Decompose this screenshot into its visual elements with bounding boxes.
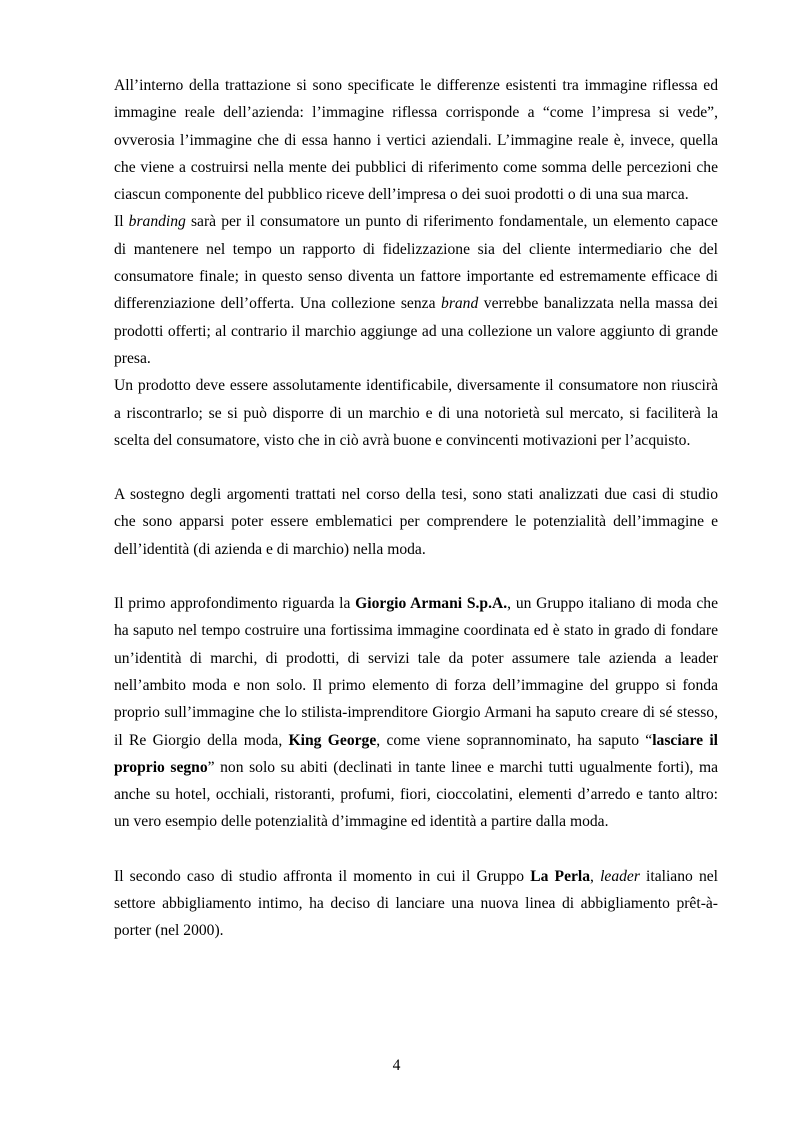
emphasis-bold: King George: [288, 731, 377, 749]
text-run: Il: [114, 213, 129, 231]
text-run: All’interno della trattazione si sono specificate le differenze esistenti tra immagine riflessa ed immagine reale dell’azienda: l’immagine riflessa corrisponde a “come l’impresa si vede”, ovverosia l’immagine che di essa hanno i vertici aziendali. L’immagine reale è, invece, quella che viene a costruirsi nella mente dei pubblici di riferimento come somma delle percezioni che ciascun componente del pubblico riceve dell’impresa o dei suoi prodotti o di una sua marca.: [114, 77, 718, 204]
paragraph-product-identifiable: [114, 372, 718, 454]
text-run: , come viene soprannominato, ha saputo “: [376, 731, 653, 749]
text-run: verrebbe banalizzata nella massa dei prodotti offerti; al contrario il marchio aggiunge ad una collezione un valore aggiunto di grande presa.: [114, 295, 718, 367]
page-number: 4: [392, 1057, 401, 1074]
text-run: ,: [590, 867, 601, 885]
emphasis-bold: La Perla: [530, 867, 591, 885]
emphasis-bold: Giorgio Armani S.p.A.: [355, 595, 508, 613]
body-text: [114, 72, 718, 945]
paragraph-giorgio-armani: [114, 590, 718, 836]
text-run: , un Gruppo italiano di moda che ha saputo nel tempo costruire una fortissima immagine coordinata ed è stato in grado di fondare un’identità di marchi, di prodotti, di servizi tale da poter assumere tale azienda a leader nell’ambito moda e non solo. Il primo elemento di forza dell’immagine del gruppo si fonda proprio sull’immagine che lo stilista-imprenditore Giorgio Armani ha saputo creare di sé stesso, il Re Giorgio della moda,: [114, 595, 718, 749]
paragraph-branding: [114, 208, 718, 372]
emphasis-italic: brand: [441, 295, 479, 313]
emphasis-italic: branding: [128, 213, 186, 231]
paragraph-case-studies-intro: [114, 481, 718, 563]
emphasis-bold: lasciare il proprio segno: [114, 731, 718, 776]
paragraph-la-perla: [114, 863, 718, 945]
text-run: Il primo approfondimento riguarda la: [114, 595, 356, 613]
emphasis-italic: leader: [600, 867, 640, 885]
text-run: Il secondo caso di studio affronta il momento in cui il Gruppo: [114, 867, 531, 885]
text-run: ” non solo su abiti (declinati in tante linee e marchi tutti ugualmente forti), ma anche su hotel, occhiali, ristoranti, profumi, fiori, cioccolatini, elementi d’arredo e tanto altro: un vero esempio delle potenzialità d’immagine ed identità a partire dalla moda.: [114, 758, 718, 831]
paragraph-image-reflected-real: [114, 72, 718, 208]
text-run: sarà per il consumatore un punto di riferimento fondamentale, un elemento capace di mantenere nel tempo un rapporto di fidelizzazione sia del cliente intermediario che del consumatore finale; in questo senso diventa un fattore importante ed estremamente efficace di differenziazione dell’offerta. Una collezione senza: [114, 213, 718, 313]
text-run: A sostegno degli argomenti trattati nel corso della tesi, sono stati analizzati due casi di studio che sono apparsi poter essere emblematici per comprendere le potenzialità dell’immagine e dell’identità (di azienda e di marchio) nella moda.: [114, 486, 718, 558]
text-run: Un prodotto deve essere assolutamente identificabile, diversamente il consumatore non riuscirà a riscontrarlo; se si può disporre di un marchio e di una notorietà sul mercato, si faciliterà la scelta del consumatore, visto che in ciò avrà buone e convincenti motivazioni per l’acquisto.: [114, 377, 718, 449]
text-run: italiano nel settore abbigliamento intimo, ha deciso di lanciare una nuova linea di abbigliamento prêt-à-porter (nel 2000).: [114, 867, 718, 940]
